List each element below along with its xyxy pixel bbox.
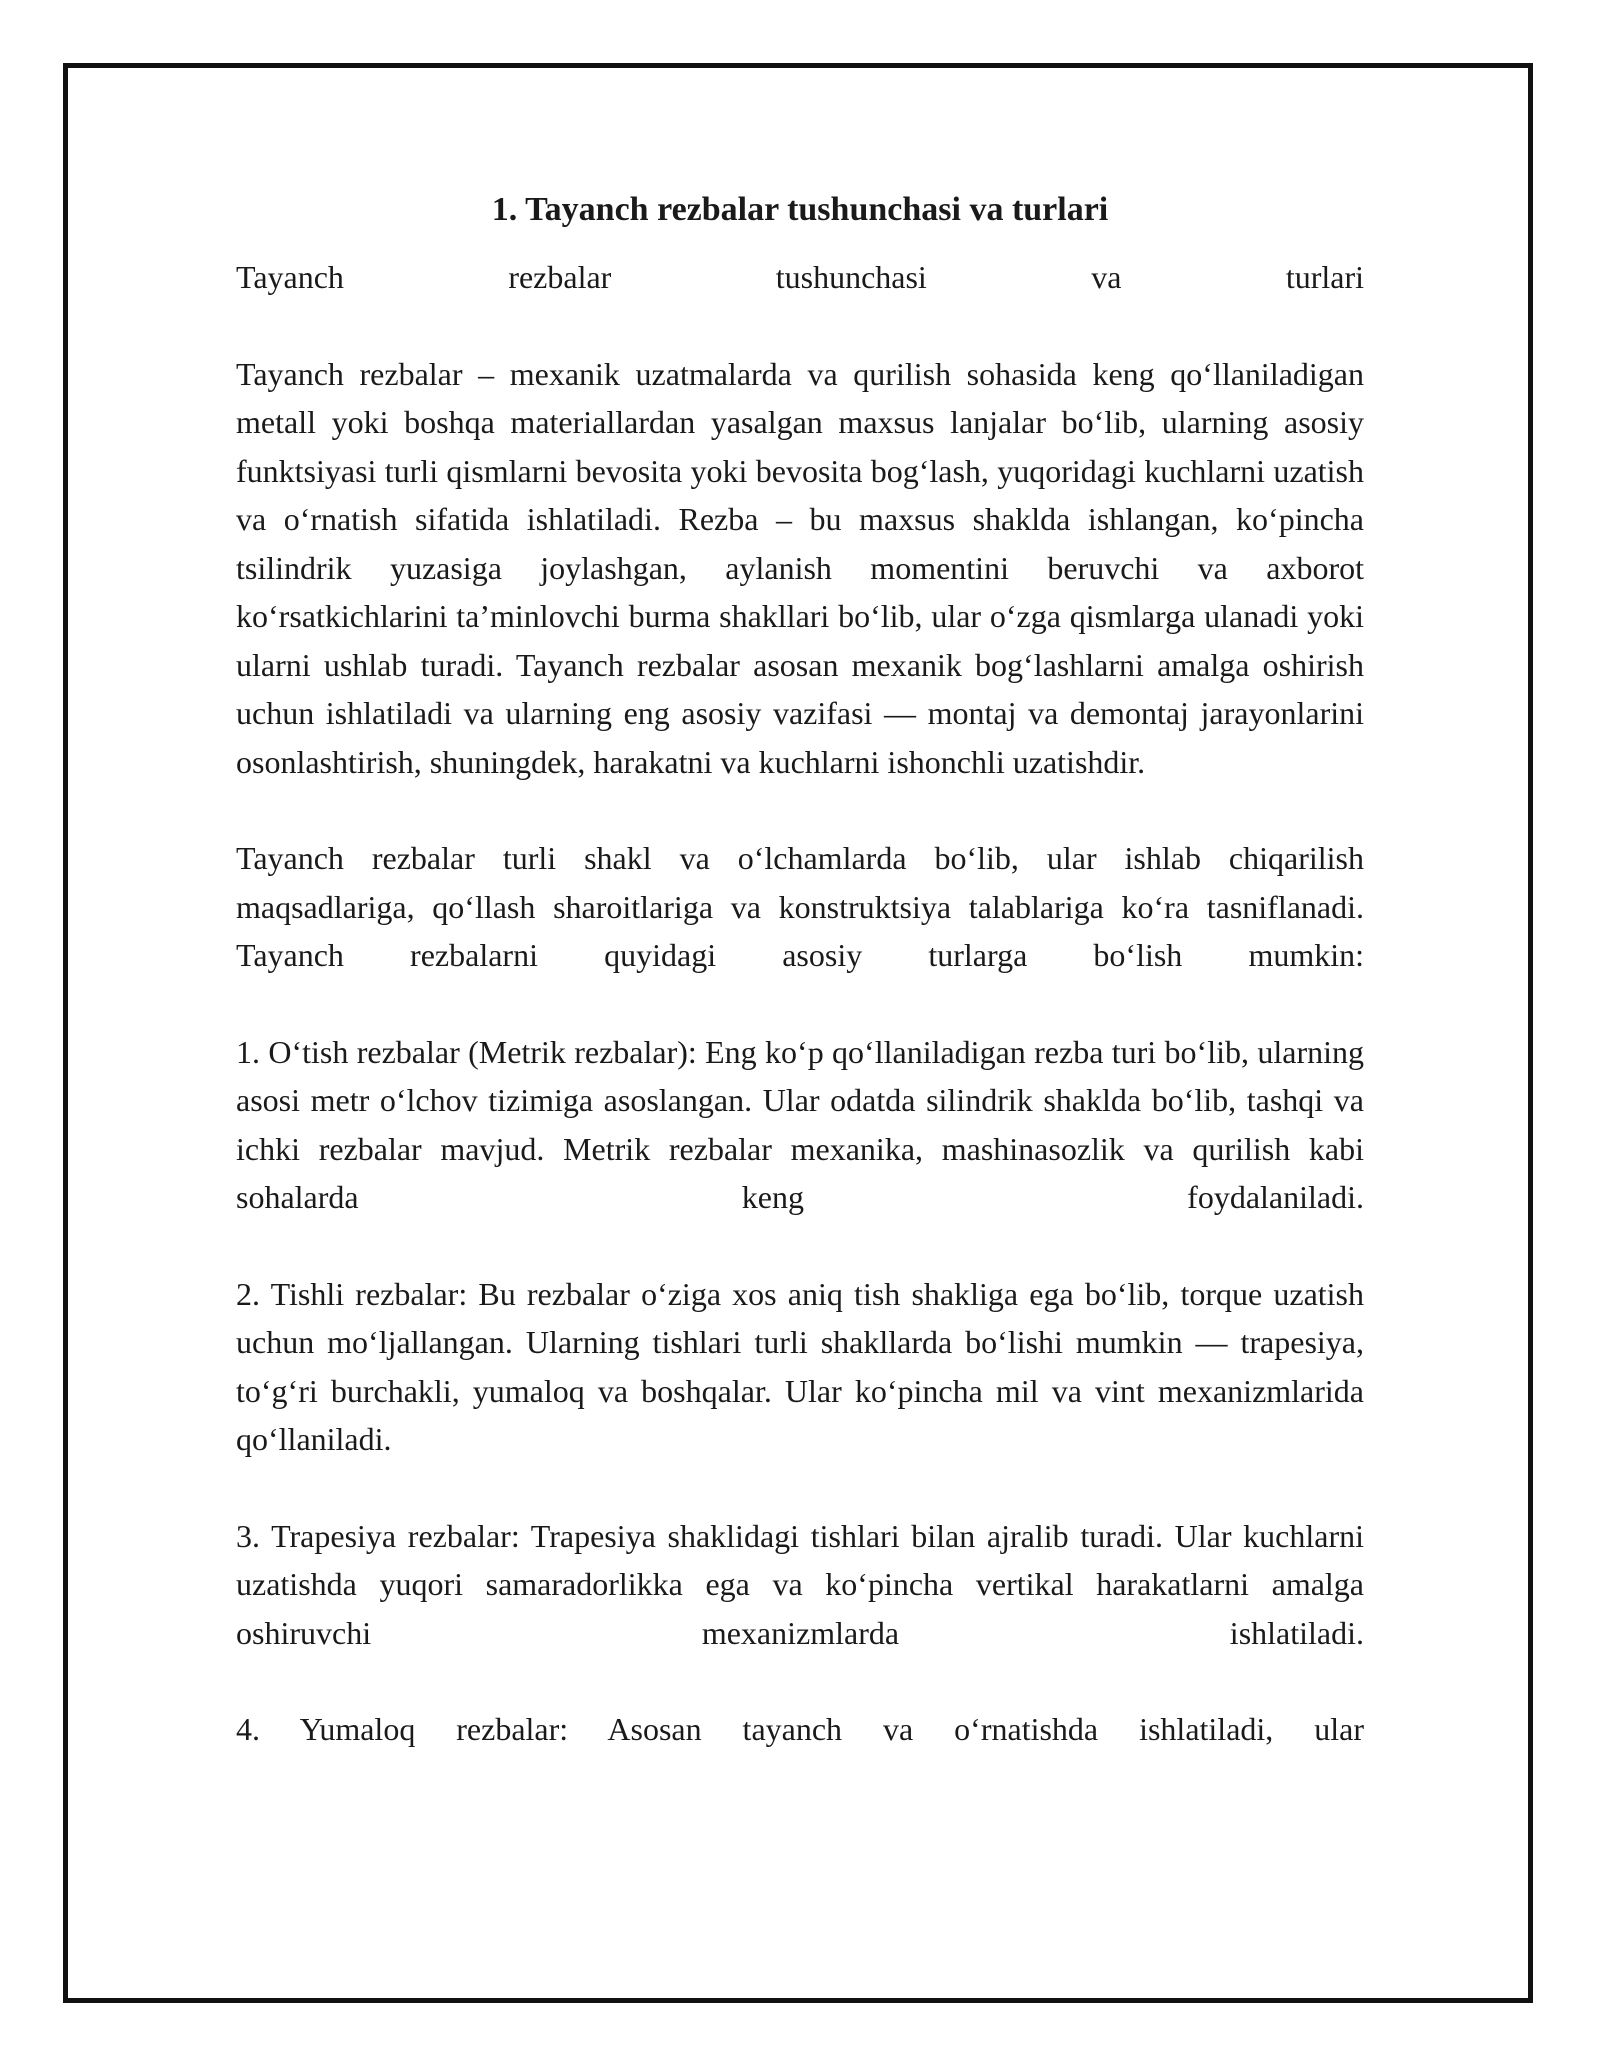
document-title: 1. Tayanch rezbalar tushunchasi va turlari [491,191,1109,228]
paragraph-toothed-threads: 2. Tishli rezbalar: Bu rezbalar o‘ziga xos aniq tish shakliga ega bo‘lib, torque uzatish uchun mo‘ljallangan. Ularning tishlari turli shakllarda bo‘lishi mumkin — trapesiya, to‘g‘ri burchakli, yumaloq va boshqalar. Ular ko‘pincha mil va vint mexanizmlarida qo‘llaniladi. [236,1275,1364,1457]
paragraph-heading-repeat: Tayanch rezbalar tushunchasi va turlari [236,259,1364,295]
paragraph-types-intro: Tayanch rezbalar turli shakl va o‘lchamlarda bo‘lib, ular ishlab chiqarilish maqsadlariga, qo‘llash sharoitlariga va konstruktsiya talablariga ko‘ra tasniflanadi. Tayanch rezbalarni quyidagi asosiy turlarga bo‘lish mumkin: [236,840,1364,973]
document-body [236,185,1364,1802]
paragraph-round-threads: 4. Yumaloq rezbalar: Asosan tayanch va o‘rnatishda ishlatiladi, ular [236,1711,1364,1747]
paragraph-metric-threads: 1. O‘tish rezbalar (Metrik rezbalar): Eng ko‘p qo‘llaniladigan rezba turi bo‘lib, ularning asosi metr o‘lchov tizimiga asoslangan. Ular odatda silindrik shaklda bo‘lib, tashqi va ichki rezbalar mavjud. Metrik rezbalar mexanika, mashinasozlik va qurilish kabi sohalarda keng foydalaniladi. [236,1033,1364,1215]
paragraph-trapezoidal-threads: 3. Trapesiya rezbalar: Trapesiya shaklidagi tishlari bilan ajralib turadi. Ular kuchlarni uzatishda yuqori samaradorlikka ega va ko‘pincha vertikal harakatlarni amalga oshiruvchi mexanizmlarda ishlatiladi. [236,1517,1364,1651]
paragraph-definition: Tayanch rezbalar – mexanik uzatmalarda va qurilish sohasida keng qo‘llaniladigan metall yoki boshqa materiallardan yasalgan maxsus lanjalar bo‘lib, ularning asosiy funktsiyasi turli qismlarni bevosita yoki bevosita bog‘lash, yuqoridagi kuchlarni uzatish va o‘rnatish sifatida ishlatiladi. Rezba – bu maxsus shaklda ishlangan, ko‘pincha tsilindrik yuzasiga joylashgan, aylanish momentini beruvchi va axborot ko‘rsatkichlarini ta’minlovchi burma shakllari bo‘lib, ular o‘zga qismlarga ulanadi yoki ularni ushlab turadi. Tayanch rezbalar asosan mexanik bog‘lashlarni amalga oshirish uchun ishlatiladi va ularning eng asosiy vazifasi — montaj va demontaj jarayonlarini osonlashtirish, shuningdek, harakatni va kuchlarni ishonchli uzatishdir. [236,355,1364,780]
